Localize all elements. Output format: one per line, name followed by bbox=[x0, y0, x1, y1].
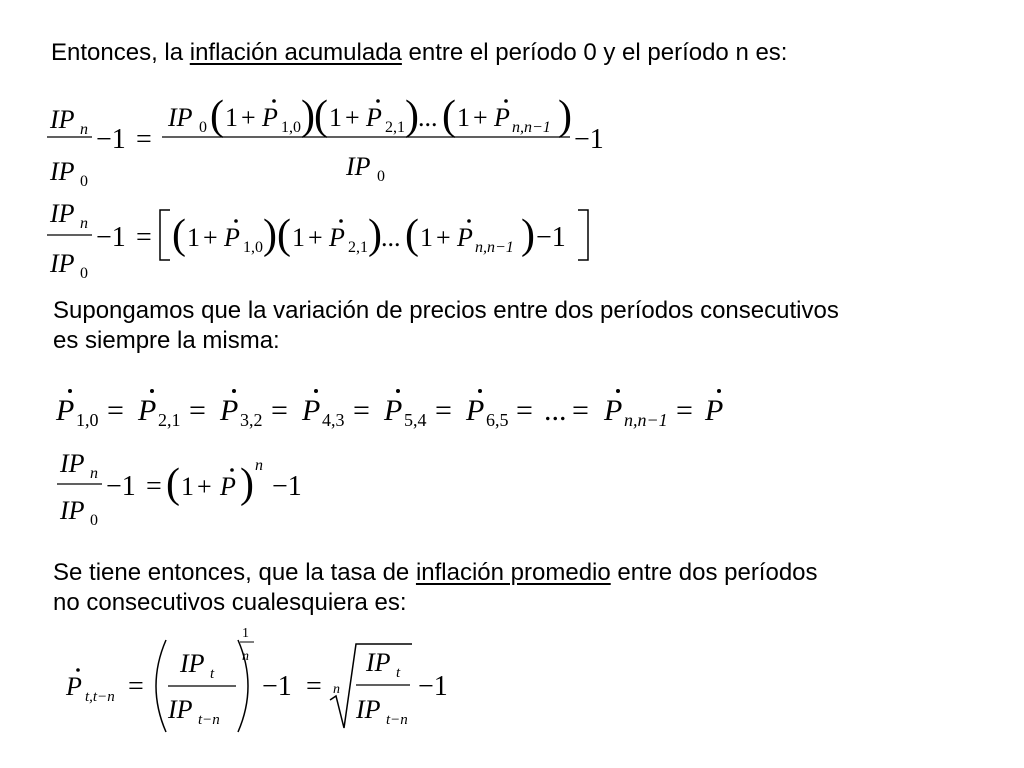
minus-one: −1 bbox=[96, 222, 126, 253]
equals-sign: = bbox=[306, 671, 322, 702]
variable-p: P bbox=[384, 394, 403, 427]
average-inflation-term: inflación promedio bbox=[415, 559, 611, 586]
base-ip: IP bbox=[366, 648, 391, 677]
subscript-t-n: t−n bbox=[198, 712, 220, 728]
subscript-0: 0 bbox=[377, 168, 385, 185]
base-ip: IP bbox=[346, 152, 371, 181]
variable-p: P bbox=[138, 394, 157, 427]
one: 1 bbox=[187, 223, 200, 252]
root-index-n: n bbox=[333, 682, 340, 697]
one: 1 bbox=[225, 103, 238, 132]
subscript-n-n-1: n,n−1 bbox=[624, 410, 668, 430]
subscript-4-3: 4,3 bbox=[322, 410, 345, 430]
big-paren-open bbox=[156, 640, 166, 732]
subscript-t: t bbox=[396, 665, 401, 681]
equals-sign: = bbox=[516, 394, 533, 427]
one: 1 bbox=[292, 223, 305, 252]
subscript-6-5: 6,5 bbox=[486, 410, 509, 430]
base-ip: IP bbox=[356, 695, 381, 724]
variable-p: P bbox=[56, 394, 75, 427]
subscript-t: t bbox=[210, 666, 215, 682]
subscript-1-0: 1,0 bbox=[243, 239, 263, 256]
subscript-2-1: 2,1 bbox=[348, 239, 368, 256]
subscript-0: 0 bbox=[80, 173, 88, 190]
variable-p: P bbox=[457, 223, 473, 252]
equals-sign: = bbox=[136, 124, 152, 155]
average-text-before: Se tiene entonces, que la tasa de bbox=[53, 559, 416, 586]
subscript-1-0: 1,0 bbox=[281, 119, 301, 136]
subscript-0: 0 bbox=[80, 265, 88, 282]
paren-close: ) bbox=[240, 461, 254, 507]
paren-close: ) bbox=[301, 93, 315, 139]
variable-p: P bbox=[494, 103, 510, 132]
plus: + bbox=[197, 472, 212, 501]
variable-p: P bbox=[66, 672, 82, 701]
variable-p: P bbox=[705, 394, 724, 427]
subscript-n-n-1: n,n−1 bbox=[475, 239, 514, 256]
subscript-2-1: 2,1 bbox=[158, 410, 181, 430]
assumption-line-1: Supongamos que la variación de precios entre dos períodos consecutivos bbox=[53, 297, 839, 324]
variable-p: P bbox=[329, 223, 345, 252]
subscript-5-4: 5,4 bbox=[404, 410, 427, 430]
accumulated-inflation-term: inflación acumulada bbox=[189, 39, 402, 66]
equals-sign: = bbox=[353, 394, 370, 427]
subscript-0: 0 bbox=[199, 119, 207, 136]
fraction-ipt-iptn-radicand bbox=[355, 648, 410, 728]
one: 1 bbox=[457, 103, 470, 132]
plus: + bbox=[308, 223, 323, 252]
minus-one: −1 bbox=[418, 671, 448, 702]
variable-p: P bbox=[224, 223, 240, 252]
base-ip: IP bbox=[50, 199, 75, 228]
paren-open: ( bbox=[314, 93, 328, 139]
paren-close: ) bbox=[263, 212, 277, 258]
exponent-one: 1 bbox=[242, 626, 249, 641]
base-ip: IP bbox=[50, 249, 75, 278]
plus: + bbox=[436, 223, 451, 252]
paren-close: ) bbox=[368, 212, 382, 258]
minus-one: −1 bbox=[272, 471, 302, 502]
subscript-n: n bbox=[90, 465, 98, 482]
equals-sign: = bbox=[271, 394, 288, 427]
subscript-1-0: 1,0 bbox=[76, 410, 99, 430]
paren-open: ( bbox=[442, 93, 456, 139]
variable-p: P bbox=[220, 472, 236, 501]
base-ip: IP bbox=[50, 157, 75, 186]
intro-text-before: Entonces, la bbox=[51, 39, 190, 66]
base-ip: IP bbox=[180, 649, 205, 678]
variable-p: P bbox=[262, 103, 278, 132]
subscript-0: 0 bbox=[90, 512, 98, 529]
fraction-ipt-iptn bbox=[167, 649, 236, 728]
equals-sign: = bbox=[189, 394, 206, 427]
base-ip: IP bbox=[60, 496, 85, 525]
variable-p: P bbox=[604, 394, 623, 427]
equals-sign: = bbox=[676, 394, 693, 427]
exponent-n: n bbox=[242, 649, 249, 664]
minus-one: −1 bbox=[536, 222, 566, 253]
ellipsis: ... bbox=[544, 394, 567, 427]
subscript-n: n bbox=[80, 215, 88, 232]
subscript-n: n bbox=[80, 121, 88, 138]
subscript-n-n-1: n,n−1 bbox=[512, 119, 551, 136]
minus-one: −1 bbox=[106, 471, 136, 502]
subscript-t-n: t−n bbox=[386, 712, 408, 728]
plus: + bbox=[241, 103, 256, 132]
equals-sign: = bbox=[107, 394, 124, 427]
base-ip: IP bbox=[168, 695, 193, 724]
paren-open: ( bbox=[172, 212, 186, 258]
ellipsis: ... bbox=[381, 223, 401, 252]
paren-open: ( bbox=[210, 93, 224, 139]
equals-sign: = bbox=[572, 394, 589, 427]
minus-one: −1 bbox=[262, 671, 292, 702]
average-line-2: no consecutivos cualesquiera es: bbox=[53, 589, 407, 616]
subscript-2-1: 2,1 bbox=[385, 119, 405, 136]
equals-sign: = bbox=[128, 671, 144, 702]
equals-sign: = bbox=[146, 471, 162, 502]
paren-open: ( bbox=[277, 212, 291, 258]
subscript-t-t-n: t,t−n bbox=[85, 689, 115, 705]
ellipsis: ... bbox=[418, 103, 438, 132]
paren-open: ( bbox=[166, 461, 180, 507]
base-ip: IP bbox=[168, 103, 193, 132]
exponent-n: n bbox=[255, 457, 263, 474]
plus: + bbox=[345, 103, 360, 132]
variable-p: P bbox=[302, 394, 321, 427]
assumption-line-2: es siempre la misma: bbox=[53, 327, 280, 354]
base-ip: IP bbox=[50, 105, 75, 134]
variable-p: P bbox=[366, 103, 382, 132]
variable-p: P bbox=[220, 394, 239, 427]
equals-sign: = bbox=[435, 394, 452, 427]
minus-one: −1 bbox=[96, 124, 126, 155]
variable-p: P bbox=[466, 394, 485, 427]
paren-close: ) bbox=[521, 212, 535, 258]
minus-one: −1 bbox=[574, 124, 604, 155]
paren-open: ( bbox=[405, 212, 419, 258]
intro-text-after: entre el período 0 y el período n es: bbox=[401, 39, 788, 66]
base-ip: IP bbox=[60, 449, 85, 478]
one: 1 bbox=[420, 223, 433, 252]
average-text-after: entre dos períodos bbox=[610, 559, 818, 586]
plus: + bbox=[203, 223, 218, 252]
one: 1 bbox=[181, 472, 194, 501]
paren-close: ) bbox=[405, 93, 419, 139]
paren-close: ) bbox=[558, 93, 572, 139]
subscript-3-2: 3,2 bbox=[240, 410, 263, 430]
plus: + bbox=[473, 103, 488, 132]
equals-sign: = bbox=[136, 222, 152, 253]
one: 1 bbox=[329, 103, 342, 132]
